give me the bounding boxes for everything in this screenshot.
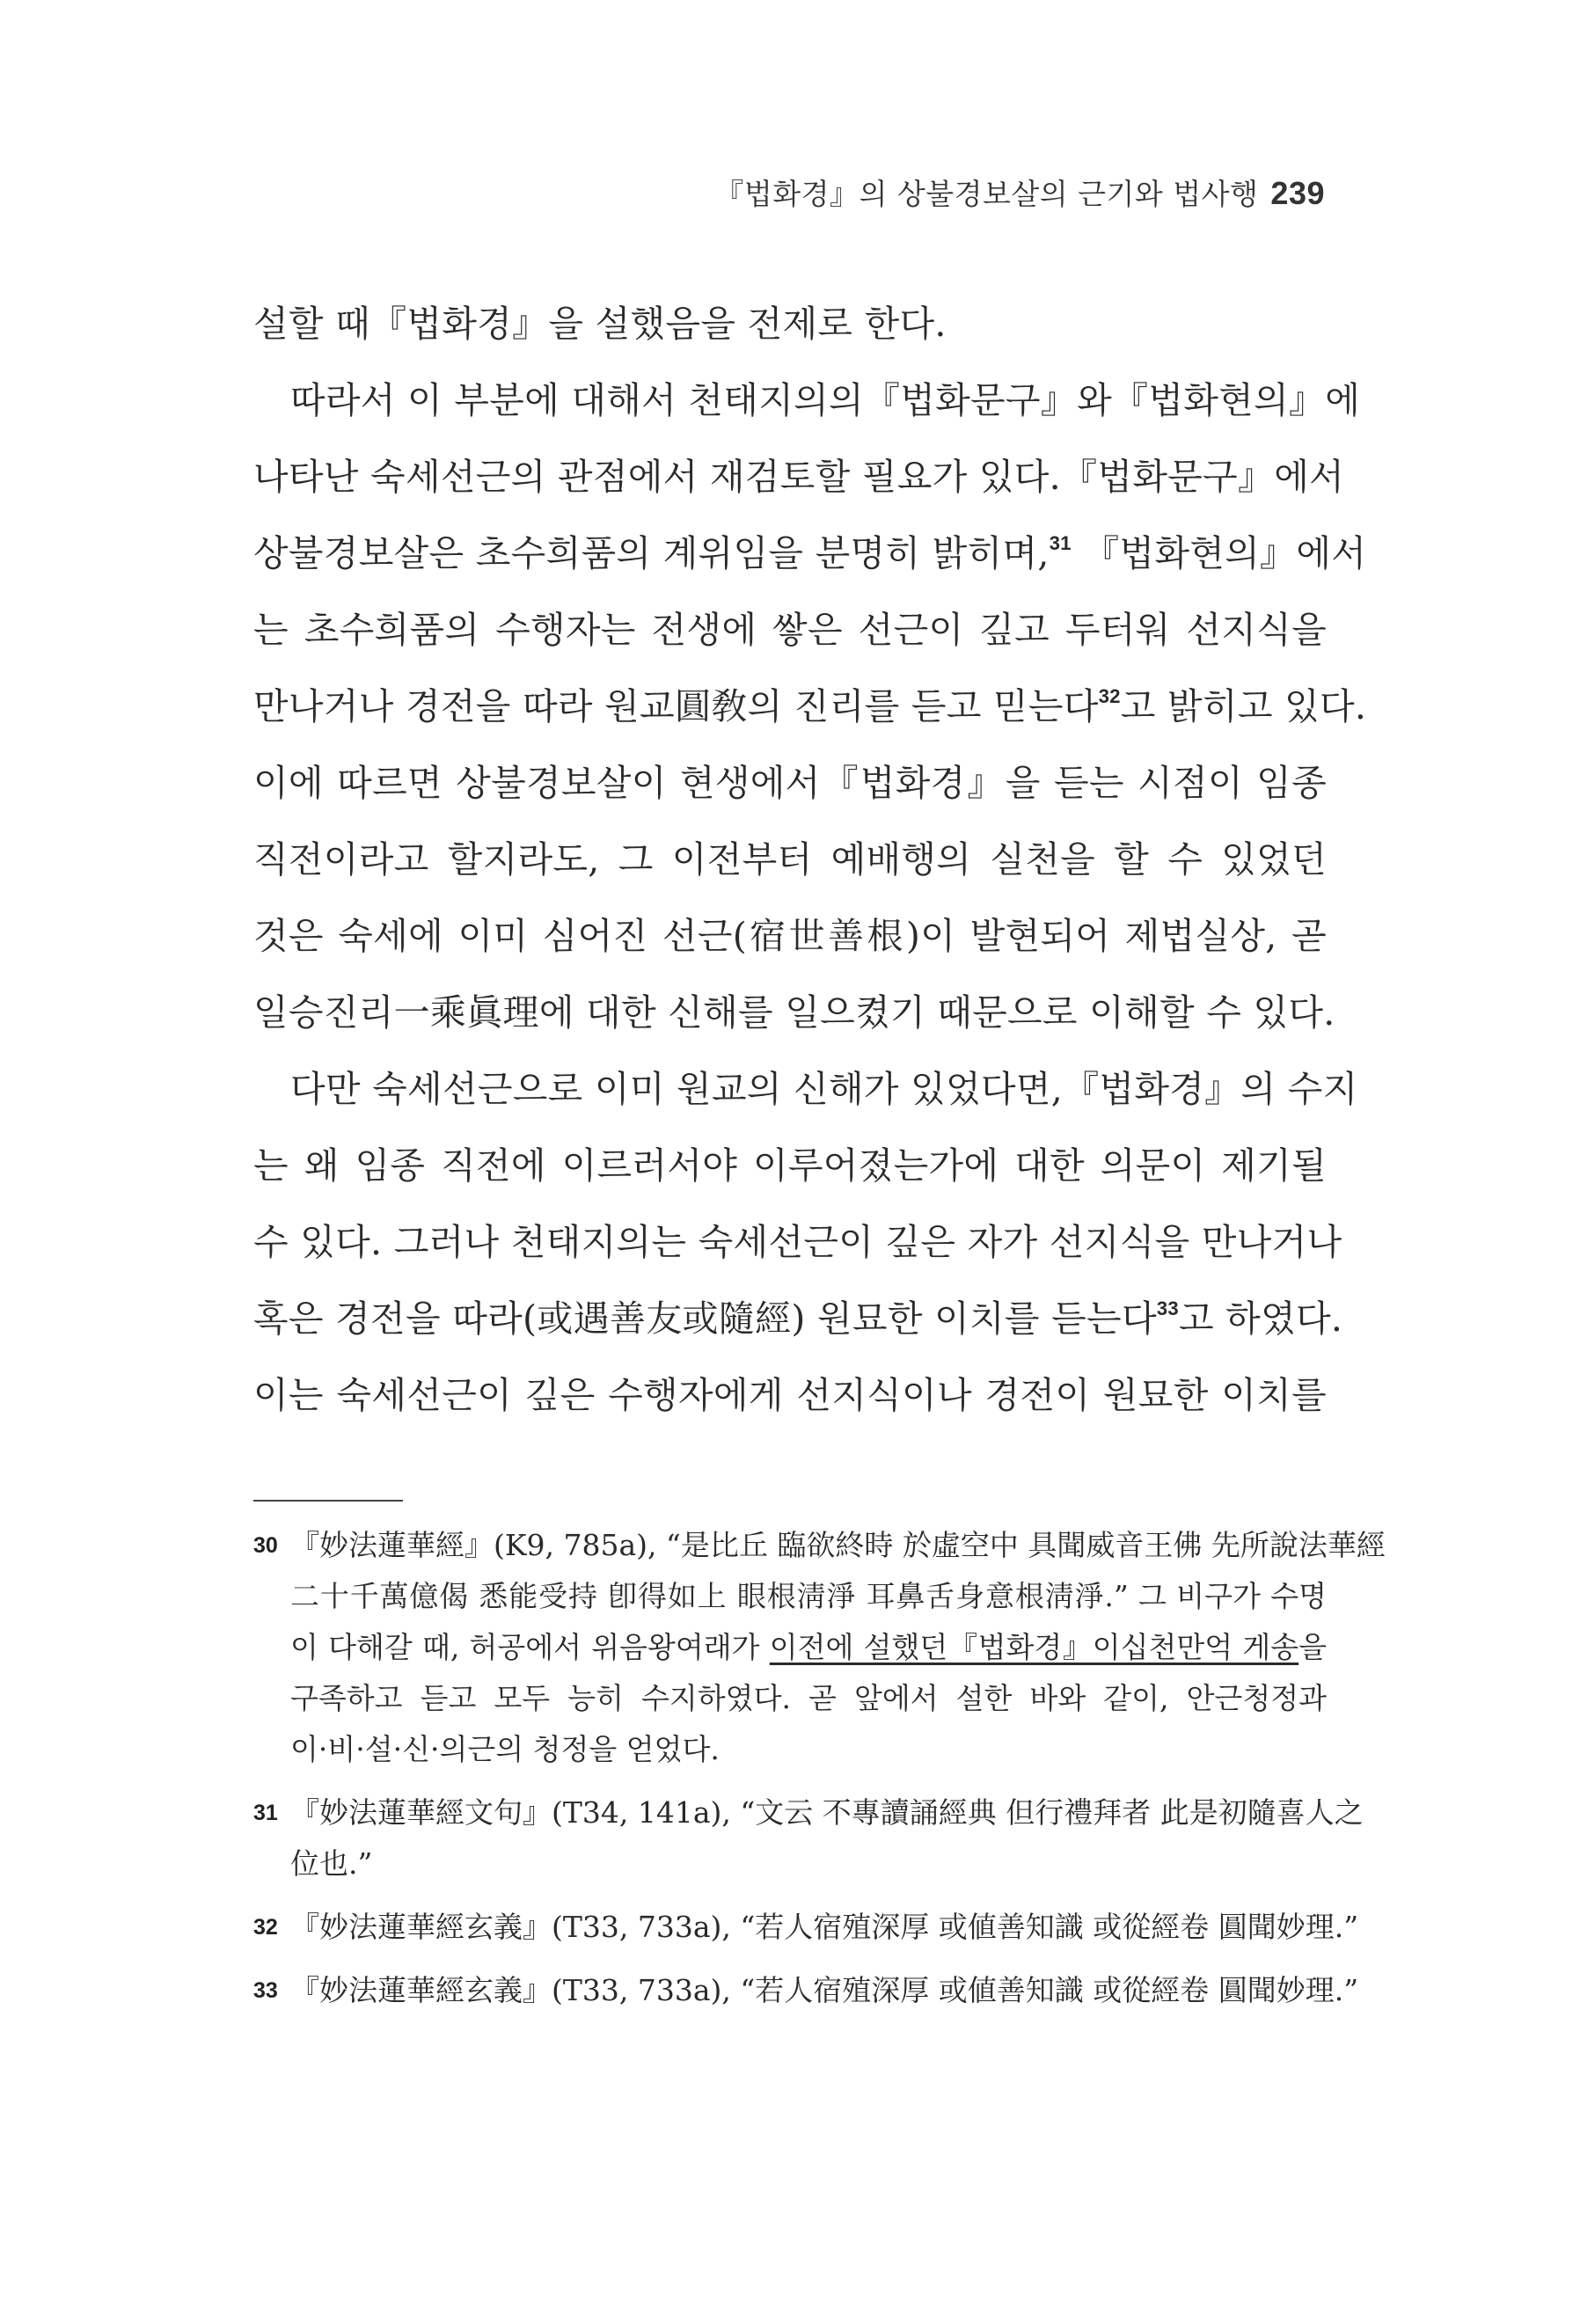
footnote-32 (253, 1902, 1359, 1953)
footnote-line: 이 다해갈 때, 허공에서 위음왕여래가 이전에 설했던『법화경』이십천만억 게송을 (290, 1630, 1327, 1664)
footnote-line: 『妙法蓮華經玄義』(T33, 733a), “若人宿殖深厚 或値善知識 或從經卷 圓聞妙理.” (290, 1973, 1359, 2007)
footnote-line: 二十千萬億偈 悉能受持 卽得如上 眼根淸淨 耳鼻舌身意根淸淨.” 그 비구가 수명 (290, 1579, 1327, 1613)
body-line: 상불경보살은 초수희품의 계위임을 분명히 밝히며,$^{31}$ 『법화현의』에서 (253, 532, 1367, 574)
body-line: 직전이라고 할지라도, 그 이전부터 예배행의 실천을 할 수 있었던 (253, 838, 1327, 881)
body-line: 혹은 경전을 따라(或遇善友或隨經) 원묘한 이치를 듣는다$^{33}$고 하였다. (253, 1297, 1343, 1340)
footnote-ref[interactable]: 32 (1098, 685, 1121, 707)
footnote-line: 『妙法蓮華經玄義』(T33, 733a), “若人宿殖深厚 或値善知識 或從經卷 圓聞妙理.” (290, 1910, 1359, 1944)
footnote-number: 30 (253, 1533, 278, 1558)
body-line: 만나거나 경전을 따라 원교圓敎의 진리를 듣고 믿는다$^{32}$고 밝히고 있다. (253, 685, 1367, 727)
footnote-number: 32 (253, 1915, 278, 1940)
footnote-line: 位也.” (290, 1846, 373, 1881)
footnote-31 (253, 1787, 1364, 1889)
body-text (253, 286, 1367, 1434)
footnote-ref[interactable]: 31 (1049, 532, 1072, 554)
page-number: 239 (1270, 175, 1325, 211)
body-line: 는 초수희품의 수행자는 전생에 쌓은 선근이 깊고 두터워 선지식을 (253, 609, 1327, 651)
body-line: 일승진리一乘眞理에 대한 신해를 일으켰기 때문으로 이해할 수 있다. (253, 991, 1335, 1034)
running-header (714, 172, 1325, 213)
body-line: 수 있다. 그러나 천태지의는 숙세선근이 깊은 자가 선지식을 만나거나 (253, 1221, 1342, 1263)
footnotes (253, 1520, 1386, 2028)
footnote-line: 이·비·설·신·의근의 청정을 얻었다. (290, 1732, 720, 1766)
footnote-divider (253, 1500, 403, 1502)
body-line: 이는 숙세선근이 깊은 수행자에게 선지식이나 경전이 원묘한 이치를 (253, 1374, 1327, 1416)
footnote-30 (253, 1520, 1386, 1775)
footnote-line: 『妙法蓮華經文句』(T34, 141a), “文云 不專讀誦經典 但行禮拜者 此是初隨喜人之 (290, 1795, 1364, 1830)
footnote-number: 31 (253, 1801, 278, 1825)
footnote-33 (253, 1965, 1359, 2016)
underlined-phrase: 이전에 설했던『법화경』이십천만억 게송 (769, 1630, 1299, 1664)
body-line: 것은 숙세에 이미 심어진 선근(宿世善根)이 발현되어 제법실상, 곧 (253, 915, 1327, 957)
body-line: 다만 숙세선근으로 이미 원교의 신해가 있었다면,『법화경』의 수지 (290, 1068, 1358, 1110)
running-title: 『법화경』의 상불경보살의 근기와 법사행 (714, 177, 1259, 211)
body-line: 설할 때『법화경』을 설했음을 전제로 한다. (253, 303, 947, 345)
footnote-line: 『妙法蓮華經』(K9, 785a), “是比丘 臨欲終時 於虛空中 具聞威音王佛 先所說法華經 (290, 1528, 1386, 1562)
body-line: 나타난 숙세선근의 관점에서 재검토할 필요가 있다.『법화문구』에서 (253, 456, 1345, 498)
footnote-line: 구족하고 듣고 모두 능히 수지하였다. 곧 앞에서 설한 바와 같이, 안근청정과 (290, 1681, 1327, 1715)
body-line: 이에 따르면 상불경보살이 현생에서『법화경』을 듣는 시점이 임종 (253, 762, 1327, 804)
body-line: 따라서 이 부분에 대해서 천태지의의『법화문구』와『법화현의』에 (290, 379, 1361, 421)
footnote-ref[interactable]: 33 (1156, 1297, 1179, 1319)
footnote-number: 33 (253, 1978, 278, 2003)
body-line: 는 왜 임종 직전에 이르러서야 이루어졌는가에 대한 의문이 제기될 (253, 1144, 1327, 1187)
